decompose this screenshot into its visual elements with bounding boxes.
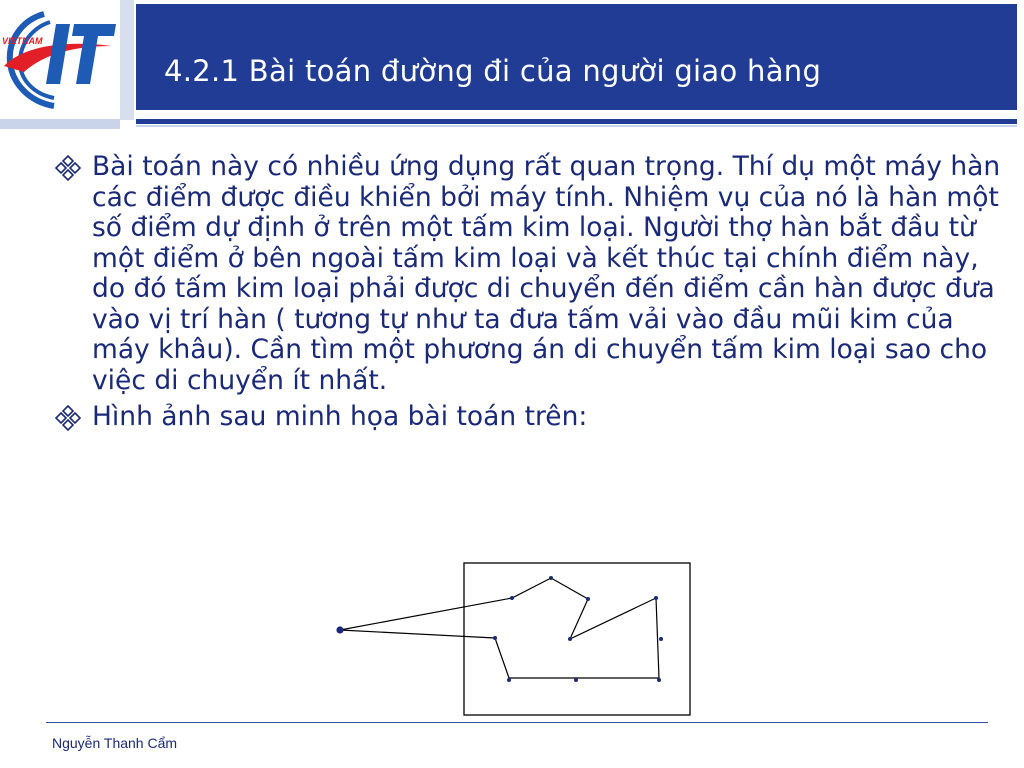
weld-point xyxy=(654,596,658,600)
diamond-quad-icon xyxy=(54,404,82,432)
title-rule-thin xyxy=(136,125,1017,127)
weld-point xyxy=(659,637,663,641)
title-bar xyxy=(136,4,1017,110)
weld-point xyxy=(507,678,511,682)
route-path xyxy=(340,578,659,678)
weld-point xyxy=(549,576,553,580)
bullet-text: Hình ảnh sau minh họa bài toán trên: xyxy=(92,401,588,432)
metal-sheet xyxy=(464,563,690,715)
diamond-quad-icon xyxy=(54,154,82,182)
bullet-list xyxy=(52,152,1002,439)
title-rule xyxy=(136,119,1017,124)
vietnam-it-logo-icon xyxy=(4,6,116,110)
weld-point xyxy=(657,678,661,682)
footer-rule xyxy=(46,722,988,723)
welding-route-diagram xyxy=(330,560,700,720)
start-point xyxy=(336,626,343,633)
footer-author: Nguyễn Thanh Cẩm xyxy=(52,735,178,751)
weld-point xyxy=(586,597,590,601)
slide-title: 4.2.1 Bài toán đường đi của người giao hàng xyxy=(164,54,822,88)
weld-point xyxy=(510,596,514,600)
bullet-item xyxy=(52,402,1002,433)
weld-point xyxy=(568,637,572,641)
bullet-text: Bài toán này có nhiều ứng dụng rất quan trọng. Thí dụ một máy hàn các điểm được điều khiển bởi máy tính. Nhiệm vụ của nó là hàn một số điểm dự định ở trên một tấm kim loại. Người thợ hàn bắt đầu từ một điểm ở bên ngoài tấm kim loại và kết thúc tại chính điểm này, do đó tấm kim loại phải được di chuyển đến điểm cần hàn được đưa vào vị trí hàn ( tương tự như ta đưa tấm vải vào đầu mũi kim của máy khâu). Cần tìm một phương án di chuyển tấm kim loại sao cho việc di chuyển ít nhất. xyxy=(92,151,1001,396)
logo-text: VIETNAM xyxy=(2,36,43,46)
weld-point xyxy=(574,678,578,682)
bullet-item xyxy=(52,152,1002,396)
decorative-stripe xyxy=(120,0,134,120)
logo xyxy=(0,0,122,122)
decorative-bar xyxy=(0,119,120,129)
weld-point xyxy=(493,636,497,640)
